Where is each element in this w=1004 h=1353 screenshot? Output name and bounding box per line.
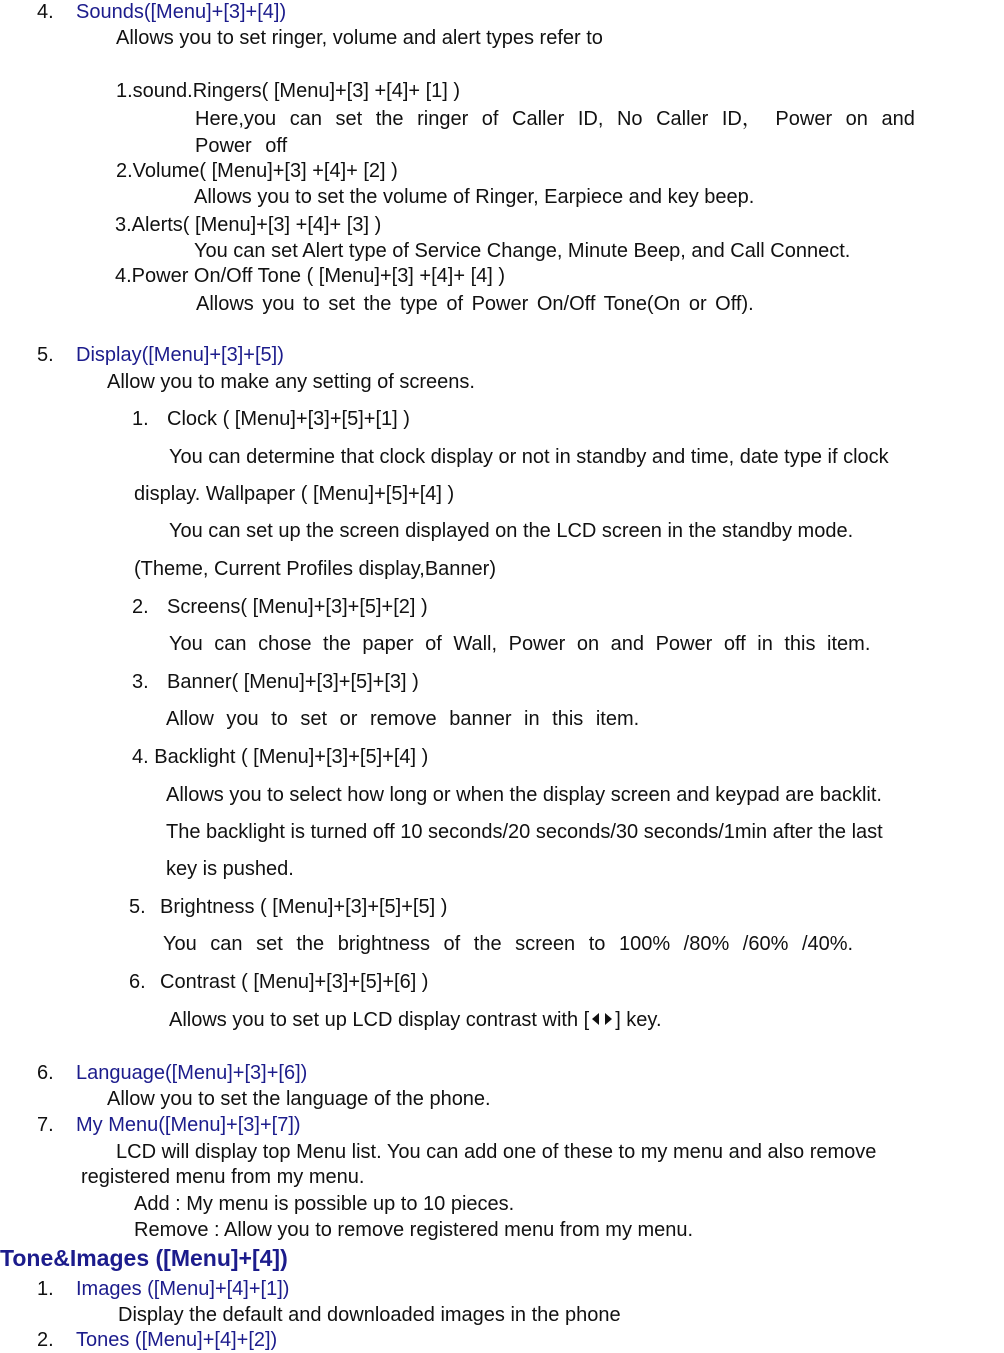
section-description: Allow you to make any setting of screens. bbox=[107, 371, 475, 393]
list-number: 3. bbox=[132, 671, 149, 693]
subsection-title: 1.sound.Ringers( [Menu]+[3] +[4]+ [1] ) bbox=[116, 80, 461, 102]
right-arrow-icon bbox=[605, 1013, 612, 1025]
subsection-description: Here,you can set the ringer of Caller ID, No Caller ID， Power on and bbox=[195, 108, 915, 130]
section-note: Add : My menu is possible up to 10 pieces. bbox=[134, 1193, 515, 1215]
subsection-title: Contrast ( [Menu]+[3]+[5]+[6] ) bbox=[160, 971, 429, 993]
contrast-desc-prefix: Allows you to set up LCD display contrast with [ bbox=[169, 1009, 590, 1031]
subsection-description: You can chose the paper of Wall, Power on and Power off in this item. bbox=[169, 633, 871, 655]
section-number: 6. bbox=[37, 1062, 54, 1084]
subsection-description: Allows you to set the volume of Ringer, Earpiece and key beep. bbox=[194, 186, 755, 208]
list-number: 5. bbox=[129, 896, 146, 918]
section-number: 7. bbox=[37, 1114, 54, 1136]
subsection-description bbox=[169, 1008, 662, 1032]
section-title: Language([Menu]+[3]+[6]) bbox=[76, 1062, 308, 1084]
section-note: Remove : Allow you to remove registered menu from my menu. bbox=[134, 1219, 694, 1241]
section-description: Allow you to set the language of the phone. bbox=[107, 1088, 491, 1110]
section-title: Sounds([Menu]+[3]+[4]) bbox=[76, 1, 287, 23]
subsection-description: You can determine that clock display or not in standby and time, date type if clock bbox=[169, 446, 889, 468]
subsection-title: Banner( [Menu]+[3]+[5]+[3] ) bbox=[167, 671, 419, 693]
subsection-description: You can set the brightness of the screen to 100% /80% /60% /40%. bbox=[163, 933, 854, 955]
subsection-description: Allows you to select how long or when the display screen and keypad are backlit. bbox=[166, 784, 882, 806]
subsection-title: 2.Volume( [Menu]+[3] +[4]+ [2] ) bbox=[116, 160, 398, 182]
subsection-title: Screens( [Menu]+[3]+[5]+[2] ) bbox=[167, 596, 428, 618]
subsection-title: Brightness ( [Menu]+[3]+[5]+[5] ) bbox=[160, 896, 448, 918]
section-description: LCD will display top Menu list. You can add one of these to my menu and also remove bbox=[116, 1141, 877, 1163]
section-title: My Menu([Menu]+[3]+[7]) bbox=[76, 1114, 301, 1136]
subsection-title: Clock ( [Menu]+[3]+[5]+[1] ) bbox=[167, 408, 410, 430]
section-number: 1. bbox=[37, 1278, 54, 1300]
subsection-description: (Theme, Current Profiles display,Banner) bbox=[134, 558, 496, 580]
section-description: registered menu from my menu. bbox=[81, 1166, 365, 1188]
subsection-description: Power off bbox=[195, 135, 288, 157]
section-number: 2. bbox=[37, 1329, 54, 1351]
subsection-description: Allow you to set or remove banner in this item. bbox=[166, 708, 640, 730]
subsection-description: You can set Alert type of Service Change, Minute Beep, and Call Connect. bbox=[194, 240, 851, 262]
subsection-description: display. Wallpaper ( [Menu]+[5]+[4] ) bbox=[134, 483, 455, 505]
subsection-description: key is pushed. bbox=[166, 858, 294, 880]
section-description: Display the default and downloaded images in the phone bbox=[118, 1304, 621, 1326]
subsection-description: The backlight is turned off 10 seconds/20 seconds/30 seconds/1min after the last bbox=[166, 821, 883, 843]
section-number: 4. bbox=[37, 1, 54, 23]
section-title: Images ([Menu]+[4]+[1]) bbox=[76, 1278, 290, 1300]
subsection-description: Allows you to set the type of Power On/Off Tone(On or Off). bbox=[196, 293, 754, 315]
section-description: Allows you to set ringer, volume and alert types refer to bbox=[116, 27, 603, 49]
subsection-title: 4. Backlight ( [Menu]+[3]+[5]+[4] ) bbox=[132, 746, 429, 768]
contrast-desc-suffix: ] key. bbox=[615, 1009, 662, 1031]
section-title: Display([Menu]+[3]+[5]) bbox=[76, 344, 284, 366]
list-number: 6. bbox=[129, 971, 146, 993]
list-number: 1. bbox=[132, 408, 149, 430]
subsection-title: 4.Power On/Off Tone ( [Menu]+[3] +[4]+ [4] ) bbox=[115, 265, 506, 287]
subsection-description: You can set up the screen displayed on the LCD screen in the standby mode. bbox=[169, 520, 854, 542]
left-arrow-icon bbox=[592, 1013, 599, 1025]
section-number: 5. bbox=[37, 344, 54, 366]
subsection-title: 3.Alerts( [Menu]+[3] +[4]+ [3] ) bbox=[115, 214, 382, 236]
page-heading: Tone&Images ([Menu]+[4]) bbox=[0, 1245, 288, 1271]
list-number: 2. bbox=[132, 596, 149, 618]
section-title: Tones ([Menu]+[4]+[2]) bbox=[76, 1329, 278, 1351]
